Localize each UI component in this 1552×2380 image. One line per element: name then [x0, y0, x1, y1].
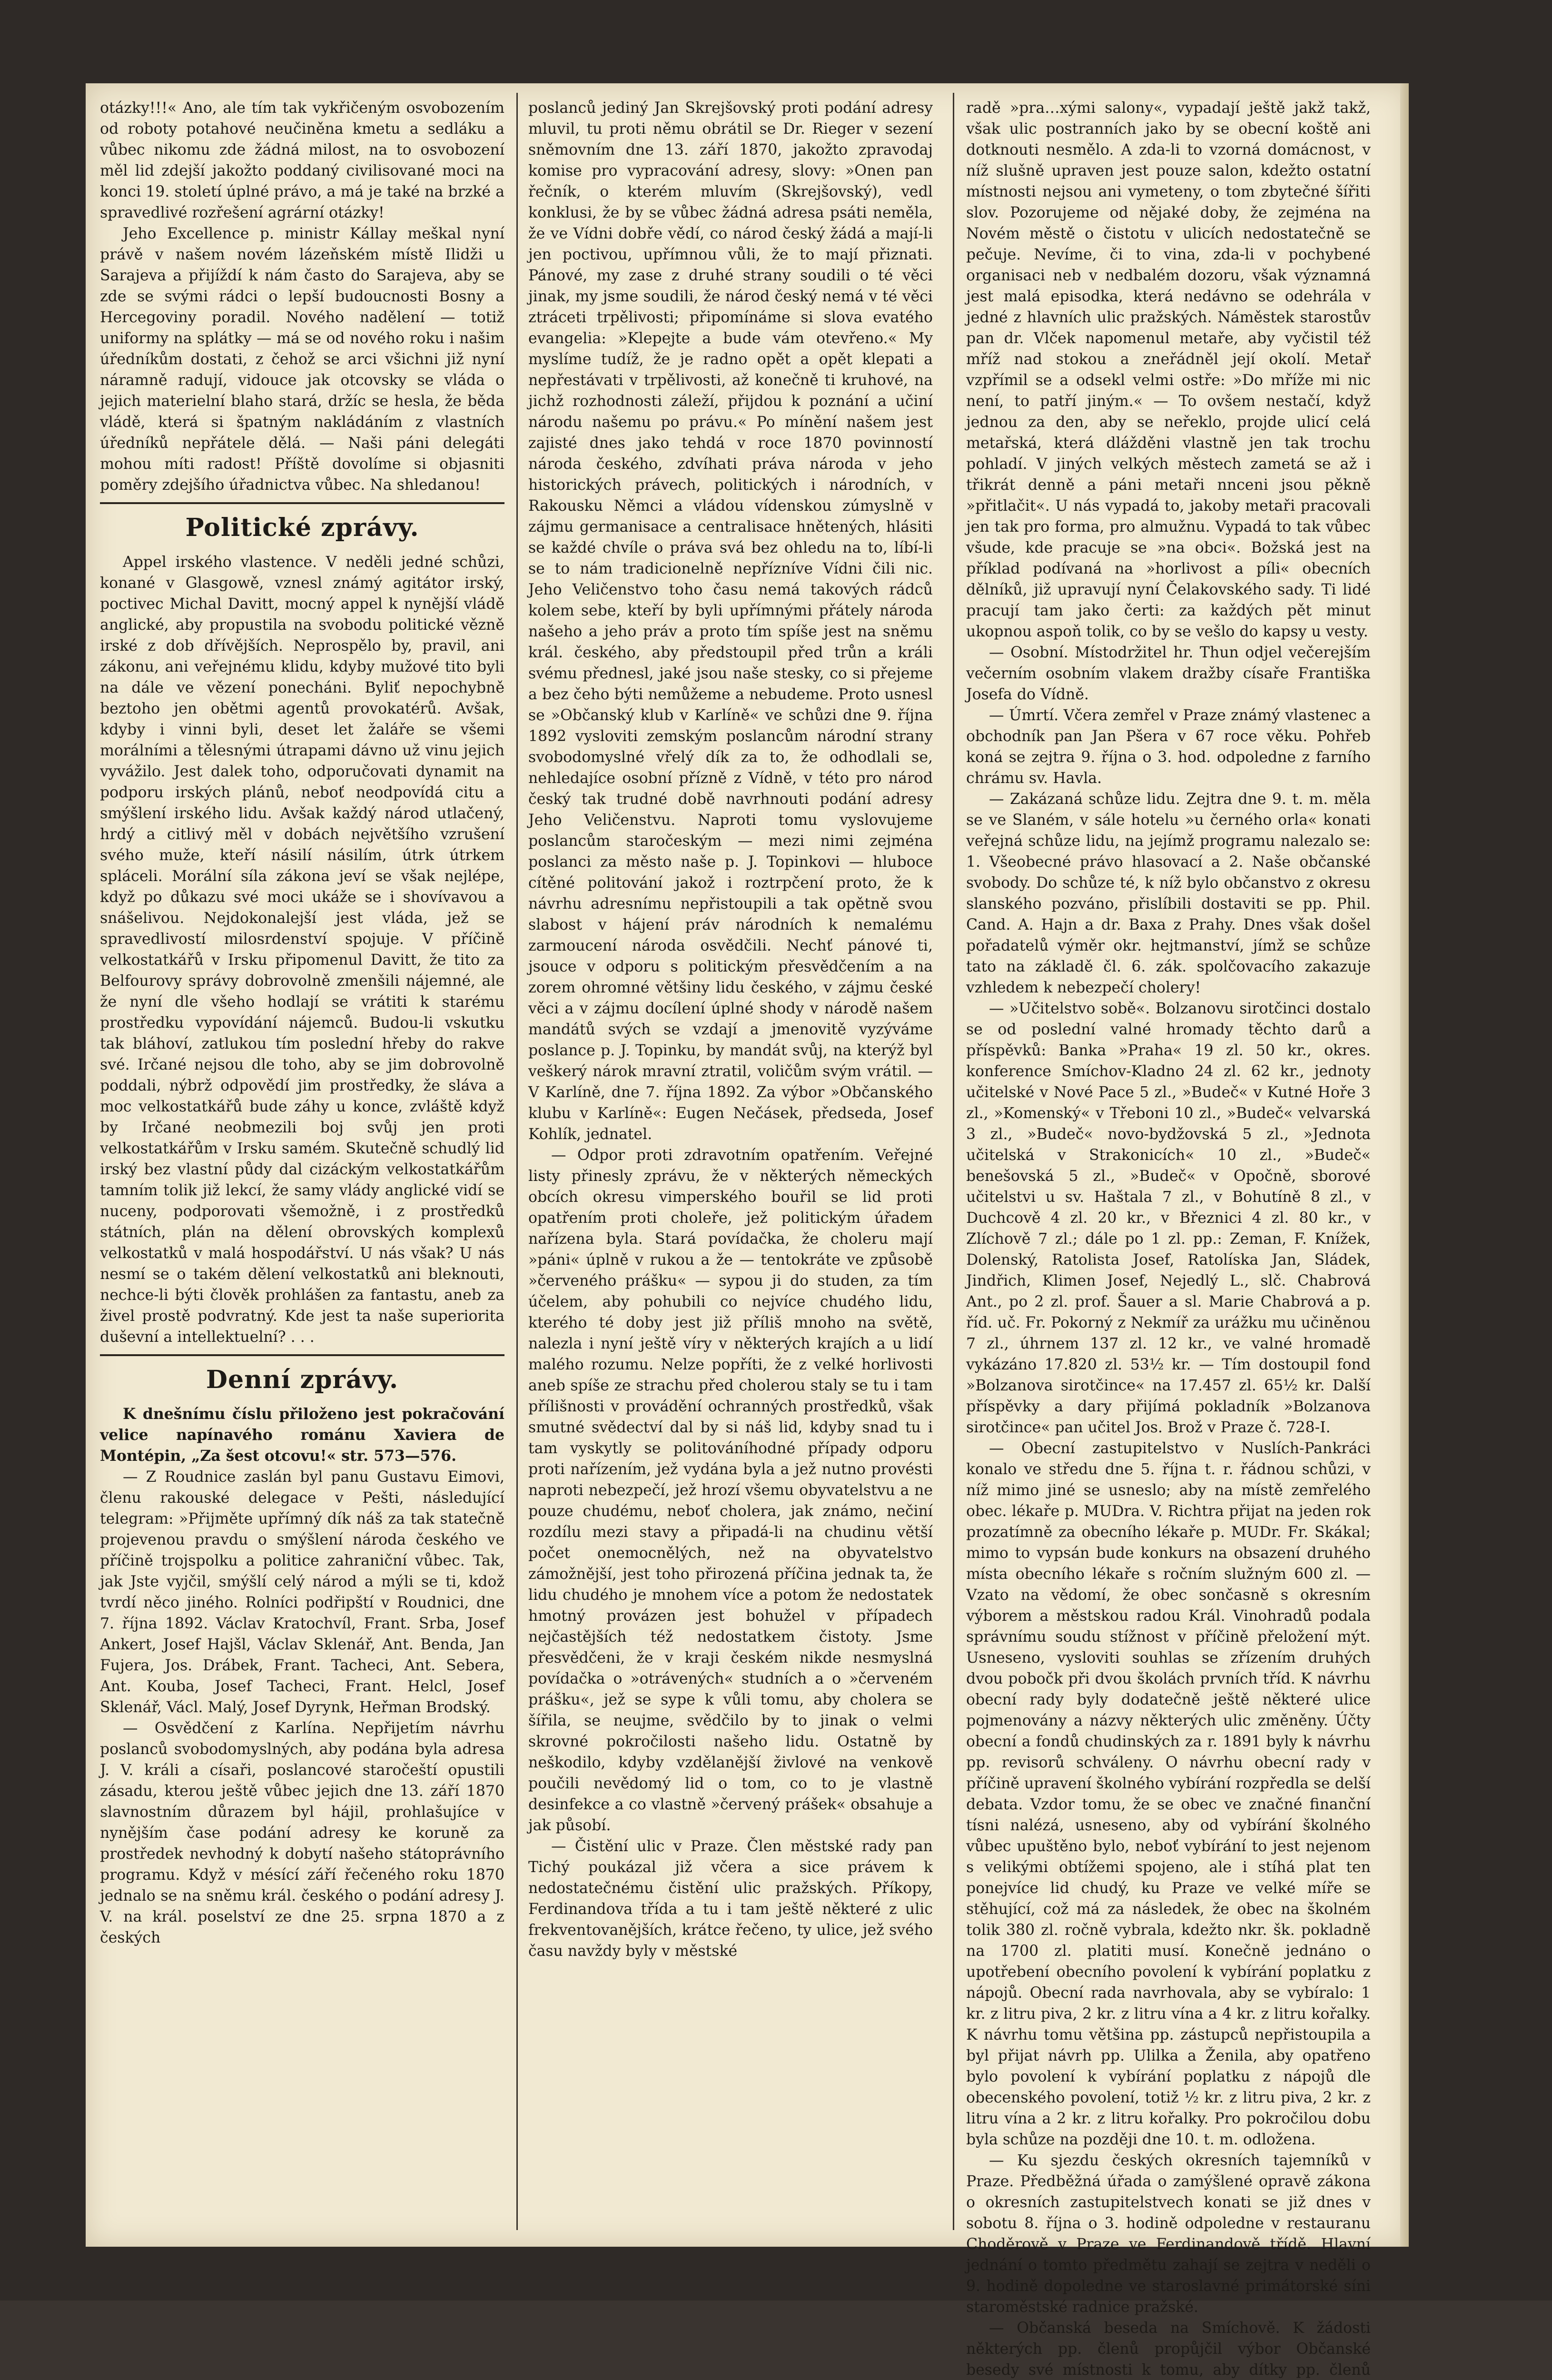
page-edge [1400, 83, 1409, 2247]
section-heading-politicke: Politické zprávy. [185, 513, 419, 542]
article-osobni: — Osobní. Místodržitel hr. Thun odjel večerejším večerním osobním vlakem dražby císaře Františka Josefa do Vídně. [966, 644, 1371, 703]
article-cisteni-cont: radě »pra…xými salony«, vypadají ještě jakž takž, však ulic postranních jako by se obecní koště ani dotknouti nesmělo. A zda-li to vzorná domácnost, v níž slušně upraven jest pouze salon, kdežto ostatní místnosti nejsou ani vymeteny, o tom zbytečné šířiti slov. Pozorujeme od nějaké doby, že zejména na Novém městě o čistotu v ulicích nedostatečně se pečuje. Nevíme, či to vina, zda-li v pochybené organisaci neb v nedbalém dozoru, však významná jest malá episodka, která nedávno se odehrála v jedné z hlavních ulic pražských. Náměstek starostův pan dr. Vlček napomenul metaře, aby vyčistil též mříž nad stokou a zneřádněl její okolí. Metař vzpřímil se a odsekl velmi ostře: »Do mříže mi nic není, to patří jiným.« — To ovšem nestačí, když jednou za den, aby se neřeklo, projde ulicí celá metařská, která dlážděni vlastně jen tak trochu pohladí. V jiných velkých městech zametá se až i třikrát denně a páni metaři nnceni jsou pěkně »přitlačit«. U nás vypadá to, jakoby metaři pracovali jen tak pro forma, pro almužnu. Vypadá to tak vůbec všude, kde pracuje se »na obci«. Božská jest na příklad podívaná na »horlivost a píli« obecních dělníků, již upravují nyní Čelakovského sady. Ti lidé pracují tam jako čerti: za každých pět minut ukopnou aspoň tolik, co by se vešlo do kapsy u vesty. [966, 99, 1371, 640]
article-kallay: Jeho Excellence p. ministr Kállay meškal nyní právě v našem novém lázeňském místě Ilidži u Sarajeva a přijíždí k nám často do Sarajeva, aby se zde se svými rádci o lepší budoucnosti Bosny a Hercegoviny poradil. Nového nadělení — totiž uniformy na splátky — má se od nového roku i našim úředníkům dostati, z čehož se arci všichni již nyní náramně radují, vidouce jak otcovsky se vláda o jejich materielní blaho stará, držíc se hesla, že běda vládě, která si špatným nakládáním z vlastních úředníků nepřátele dělá. — Naši páni delegáti mohou míti radost! Příště dovolíme si objasniti poměry zdejšího úřadnictva vůbec. Na shledanou! [100, 225, 504, 494]
article-odpor: — Odpor proti zdravotním opatřením. Veřejné listy přinesly zprávu, že v některých německých obcích okresu vimperského bouřil se lid proti opatřením proti choleře, jež politickým úřadem nařízena byla. Stará povídačka, že choleru mají »páni« úplně v rukou a že — tentokráte ve způsobě »červeného prášku« — sypou ji do studen, za tím účelem, aby pohubili co nejvíce chudého lidu, kterého té doby jest již příliš mnoho na světě, nalezla i nyní ještě víry v některých krajích a u lidí malého rozumu. Nelze popříti, že z velké horlivosti aneb spíše ze strachu před cholerou staly se tu i tam přílišnosti v provádění ochranných prostředků, však smutné svědectví dal by si náš lid, kdyby snad tu i tam vyskytly se politováníhodné případy odporu proti nařízením, jež vydána byla a jež nutno provésti naproti nebezpečí, jež hrozí všemu obyvatelstvu a ne pouze chudému, neboť cholera, jak známo, nečiní rozdílu mezi stavy a připadá-li na chudinu větší počet onemocnělých, než na obyvatelstvo zámožnější, jest toho přirozená příčina jednak ta, že lidu chudého je mnohem více a potom že nedostatek hmotný provázen jest bohužel v případech nejčastějších též nedostatkem čistoty. Jsme přesvědčeni, že v kraji českém nikde nesmyslná povídačka o »otrávených« studních a o »červeném prášku«, jež se sype k vůli tomu, aby cholera se šířila, se neujme, svědčilo by to jinak o velmi skrovné pokročilosti našeho lidu. Ostatně by neškodilo, kdyby vzdělanější živlové na venkově poučili nevědomý lid o tom, co to je vlastně desinfekce a co vlastně »červený prášek« obsahuje a jak působí. [528, 1147, 933, 1834]
column-3 [966, 98, 1371, 2379]
article-ucitelstvo: — »Učitelstvo sobě«. Bolzanovu sirotčinci dostalo se od poslední valné hromady těchto darů a příspěvků: Banka »Praha« 19 zl. 50 kr., okres. konference Smíchov-Kladno 24 zl. 62 kr., jednoty učitelské v Nové Pace 5 zl., »Budeč« v Kutné Hoře 3 zl., »Komenský« v Třeboni 10 zl., »Budeč« velvarská 3 zl., »Budeč« novo-bydžovská 5 zl., »Jednota učitelská v Strakonicích« 10 zl., »Budeč« benešovská 5 zl., »Budeč« v Opočně, sborové učitelstvi u sv. Haštala 7 zl., v Bohutíně 8 zl., v Duchcově 4 zl. 20 kr., v Březnici 4 zl. 80 kr., v Zlíchově 7 zl.; dále po 1 zl. pp.: Zeman, F. Knížek, Dolenský, Ratolista Josef, Ratolíska Jan, Sládek, Jindřich, Klimen Josef, Nejedlý L., slč. Chabrová Ant., po 2 zl. prof. Šauer a sl. Marie Chabrová a p. říd. uč. Fr. Pokorný z Nekmíř za urážku mu učiněnou 7 zl., úhrnem 137 zl. 12 kr., ve valné hromadě vykázáno 17.820 zl. 53½ kr. — Tím dostoupil fond »Bolzanova sirotčince« na 17.457 zl. 65½ kr. Další příspěvky a dary přijímá pokladník »Bolzanova sirotčince« pan učitel Jos. Brož v Praze č. 728-I. [966, 1000, 1371, 1436]
article-cisteni: — Čistění ulic v Praze. Člen městské rady pan Tichý poukázal již včera a sice právem k nedostatečnému čistění ulic pražských. Příkopy, Ferdinandova třída a tu i tam ještě některé z ulic frekventovanějších, krátce řečeno, ty ulice, jež svého času navždy byly v městské [528, 1838, 933, 1960]
column-2 [528, 98, 933, 2225]
column-1 [100, 98, 504, 2225]
article-smichov: — Občanská beseda na Smíchově. K žádosti některých pp. členů propůjčil výbor Občanské besedy své místnosti k tomu, aby dítky pp. členů [966, 2320, 1371, 2379]
column-rule [953, 93, 954, 2230]
article-zakazana-schuze: — Zakázaná schůze lidu. Zejtra dne 9. t. m. měla se ve Slaném, v sále hotelu »u černého orla« konati veřejná schůze lidu, na jejímž programu nalezalo se: 1. Všeobecné právo hlasovací a 2. Naše občanské svobody. Do schůze té, k níž bylo občanstvo z okresu slanského pozváno, přislíbili dostaviti se pp. Phil. Cand. A. Hajn a dr. Baxa z Prahy. Dnes však došel pořadatelů výměr okr. hejtmanství, jímž se schůze tato na základě čl. 6. zák. spolčovacího zakazuje vzhledem k nebezpečí cholery! [966, 791, 1371, 996]
article-karlin: — Osvědčení z Karlína. Nepřijetím návrhu poslanců svobodomyslných, aby podána byla adresa J. V. králi a císaři, poslancové staročeští opustili zásadu, kterou ještě vůbec jejich dne 13. září 1870 slavnostním důrazem byl hájil, prohlašujíce v nynějším čase podání adresy ke koruně za prostředek nevhodný k dobytí našeho státoprávního programu. Když v mésící září řečeného roku 1870 jednalo se na sněmu král. českého o podání adresy J. V. na král. poselství ze dne 25. srpna 1870 a z českých [100, 1720, 504, 1946]
section-divider [100, 502, 504, 504]
section-heading-denni: Denní zprávy. [206, 1365, 399, 1394]
section-divider [100, 1354, 504, 1356]
article-roudnice: — Z Roudnice zaslán byl panu Gustavu Eimovi, členu rakouské delegace v Pešti, následující telegram: »Přijměte upřímný dík náš za tak statečně projevenou pravdu o smýšlení národa českého ve příčině trojspolku a politice zahraniční vůbec. Tak, jak Jste vyjčil, smýšlí celý národ a mýli se ti, kdož tvrdí něco jiného. Rolníci podřipští v Roudnici, dne 7. října 1892. Václav Kratochvíl, Frant. Srba, Josef Ankert, Josef Hajšl, Václav Sklenář, Ant. Benda, Jan Fujera, Jos. Drábek, Frant. Tacheci, Ant. Sebera, Ant. Kouba, Josef Tacheci, Frant. Helcl, Josef Sklenář, Václ. Malý, Josef Dyrynk, Heřman Brodský. [100, 1468, 504, 1716]
column-rule [516, 93, 518, 2230]
article-intro: otázky!!!« Ano, ale tím tak vykřičeným osvobozením od roboty potahové neučiněna kmetu a sedláku a vůbec nikomu zde žádná milost, na to osvobození měl lid zdejší jakožto poddaný civilisované moci na konci 19. století úplné právo, a má je také na brzké a spravedlivé rozřešení agrární otázky! [100, 99, 504, 221]
article-appel: Appel irského vlastence. V neděli jedné schůzi, konané v Glasgowě, vznesl známý agitátor irský, poctivec Michal Davitt, mocný appel k nynější vládě anglické, aby propustila na svobodu politické vězně irské z dob dřívějších. Neprospělo by, pravil, ani zákonu, ani veřejnému klidu, kdyby mužové tito byli na dále ve vězení ponecháni. Byliť nepochybně beztoho jen obětmi agentů provokatérů. Avšak, kdyby i vinni byli, deset let žaláře se všemi morálními a tělesnými útrapami dávno už vinu jejich vyvážilo. Jest dalek toho, odporučovati dynamit na podporu irských plánů, neboť neodpovídá citu a smýšlení irského lidu. Avšak každý národ utlačený, hrdý a citlivý měl v dobách největšího vzrušení svého muže, kteří násilí násilím, útrk útrkem spláceli. Morální síla zákona jeví se však nejlépe, když po důkazu své moci ukáže se i shovívavou a snášelivou. Nejdokonalejší jest vláda, jež se spravedlivostí milosrdenství spojuje. V příčině velkostatkářů v Irsku připomenul Davitt, že tito za Belfourovy správy dobrovolně zmenšili nájemné, ale že nyní dle všeho hodlají se vrátiti k starému prostředku vypovídání nájemců. Budou-li vskutku tak bláhoví, zatlukou tím poslední hřeby do rakve své. Irčané nejsou dle toho, aby se jim dobrovolně poddali, nýbrž odpovědí jim prostředky, že sláva a moc velkostatkářů bude záhy u konce, zvláště když by Irčané neobmezili boj svůj jen proti velkostatkářům v Irsku samém. Skutečně schudlý lid irský bez vlastní půdy dal cizáckým velkostatkářům tamním tolik již lekcí, že samy vlády anglické vidí se nuceny, podporovati všemožně, i z prostředků státních, plán na dělení obrovských komplexů velkostatků v malá hospodářství. U nás však? U nás nesmí se o takém dělení velkostatků ani bleknouti, nechce-li býti člověk prohlášen za fantastu, aneb za živel prostě podvratný. Kde jest ta naše superiorita duševní a intellektuelní? . . . [100, 554, 504, 1346]
newspaper-page [86, 83, 1409, 2379]
article-sjezd: — Ku sjezdu českých okresních tajemníků v Praze. Předběžná úřada o zamýšlené opravě zákona o okresních zastupitelstvech konati se již dnes v sobotu 8. října o 3. hodině odpoledne v restauranu Choděrově v Praze ve Ferdinandově třídě. Hlavní jednání o tomto předmětu zahají se zejtra v neděli o 9. hodině dopoledne ve staroslavné primátorské síni staroměstské radnice pražské. [966, 2152, 1371, 2316]
article-umrti: — Úmrtí. Včera zemřel v Praze známý vlastenec a obchodník pan Jan Pšera v 67 roce věku. Pohřeb koná se zejtra 9. října o 3. hod. odpoledne z farního chrámu sv. Havla. [966, 707, 1371, 787]
article-karlin-cont: poslanců jediný Jan Skrejšovský proti podání adresy mluvil, tu proti němu obrátil se Dr. Rieger v sezení sněmovním dne 13. září 1870, jakožto zpravodaj komise pro vypracování adresy, slovy: »Onen pan řečník, o kterém mluvím (Skrejšovský), vedl konklusi, že by se vůbec žádná adresa psáti neměla, že ve Vídni dobře vědí, co národ český žádá a mají-li jen poctivou, upřímnou vůli, že to mají přiznati. Pánové, my zase z druhé strany soudili o té věci jinak, my jsme soudili, že národ český nemá v té věci ztráceti trpělivosti; připomínáme si slova evatého evangelia: »Klepejte a bude vám otevřeno.« My myslíme tudíž, že je radno opět a opět klepati a nepřestávati v trpělivosti, až konečně ti kruhové, na jichž rozhodnosti záleží, přijdou k poznání a učiní národu našemu po právu.« Po mínění našem jest zajisté dnes jako tehdá v roce 1870 povinností národa českého, zdvíhati práva národa v jeho historických právech, politických i národních, v Rakousku Němci a vládou vídenskou zúmyslně v zájmu germanisace a centralisace hnětených, hlásiti se každé chvíle o práva svá bez ohledu na to, líbí-li se to nám tradicionelně nepřízníve Vídni čili nic. Jeho Veličenstvo toho času nemá takových rádců kolem sebe, kteří by byli upřímnými přátely národa našeho a jeho práv a proto tím spíše jest na sněmu král. českého, aby předstoupil před trůn a králi svému přednesl, jaké jsou naše stesky, co si přejeme a bez čeho býti nemůžeme a nebudeme. Proto usnesl se »Občanský klub v Karlíně« ve schůzi dne 9. října 1892 vysloviti zemským poslancům národní strany svobodomyslné vřelý dík za to, že odhodlali se, nehledajíce osobní přízně z Vídně, v této pro národ český tak trudné době navrhnouti podání adresy Jeho Veličenstvu. Naproti tomu vyslovujeme poslancům staročeským — mezi nimi zejména poslanci za město naše p. J. Topinkovi — hluboce cítěné politování jakož i roztrpčení proto, že k návrhu adresnímu nepřistoupili a tak opětně svou slabost v hájení práv národních k nemalému zarmoucení národa osvědčili. Nechť pánové ti, jsouce v odporu s politickým přesvědčením a na zorem ohromné většiny lidu českého, v zájmu české věci a v zájmu docílení úplné shody v národě našem mandátů svých se vzdají a jmenovitě vyzýváme poslance p. J. Topinku, by mandát svůj, na kterýž byl veškerý nárok mravní ztratil, voličům svým vrátil. — V Karlíně, dne 7. října 1892. Za výbor »Občanského klubu v Karlíně«: Eugen Nečásek, předseda, Josef Kohlík, jednatel. [528, 99, 933, 1143]
article-supplement-note: K dnešnímu číslu přiloženo jest pokračování velice napínavého románu Xaviera de Montépin, „Za šest otcovu!« str. 573—576. [100, 1405, 504, 1465]
article-nusle: — Obecní zastupitelstvo v Nuslích-Pankráci konalo ve středu dne 5. října t. r. řádnou schůzi, v níž mimo jiné se usneslo; aby na místě zemřelého obec. lékaře p. MUDra. V. Richtra přijat na jeden rok prozatímně za obecního lékaře p. MUDr. Fr. Skákal; mimo to vypsán bude konkurs na obsazení druhého místa obecního lékaře s ročním služným 600 zl. — Vzato na vědomí, že obec sončasně s okresním výborem a městskou radou Král. Vinohradů podala správnímu soudu stížnost v příčině přeložení mýt. Usneseno, vysloviti souhlas se zřízením druhých dvou pobočk při dvou školách prvních tříd. K návrhu obecní rady byly dodatečně ještě některé ulice pojmenovány a názvy některých ulic změněny. Účty obecní a fondů chudinských za r. 1891 byly k návrhu pp. revisorů schváleny. O návrhu obecní rady v příčině upravení školného vybírání rozpředla se delší debata. Vzdor tomu, že se obec ve značné finanční tísni nalézá, usneseno, aby od vybírání školného vůbec upuštěno bylo, neboť vybírání to jest nejenom s velikými obtížemi spojeno, ale i stíhá plat ten ponejvíce lid chudý, ku Praze ve velké míře se stěhující, což má za následek, že obec na školném tolik 380 zl. ročně vybrala, kdežto nkr. šk. pokladně na 1700 zl. platiti musí. Konečně jednáno o upotřebení obecního povolení k vybírání poplatku z nápojů. Obecní rada navrhovala, aby se vybíralo: 1 kr. z litru piva, 2 kr. z litru vína a 4 kr. z litru kořalky. K návrhu tomu většina pp. zástupců nepřistoupila a byl přijat návrh pp. Ulilka a Ženila, aby opatřeno bylo povolení k vybírání poplatku z nápojů dle obecenského povolení, totiž ½ kr. z litru piva, 2 kr. z litru vína a 2 kr. z litru kořalky. Pro pokročilou dobu byla schůze na později dne 10. t. m. odložena. [966, 1440, 1371, 2148]
